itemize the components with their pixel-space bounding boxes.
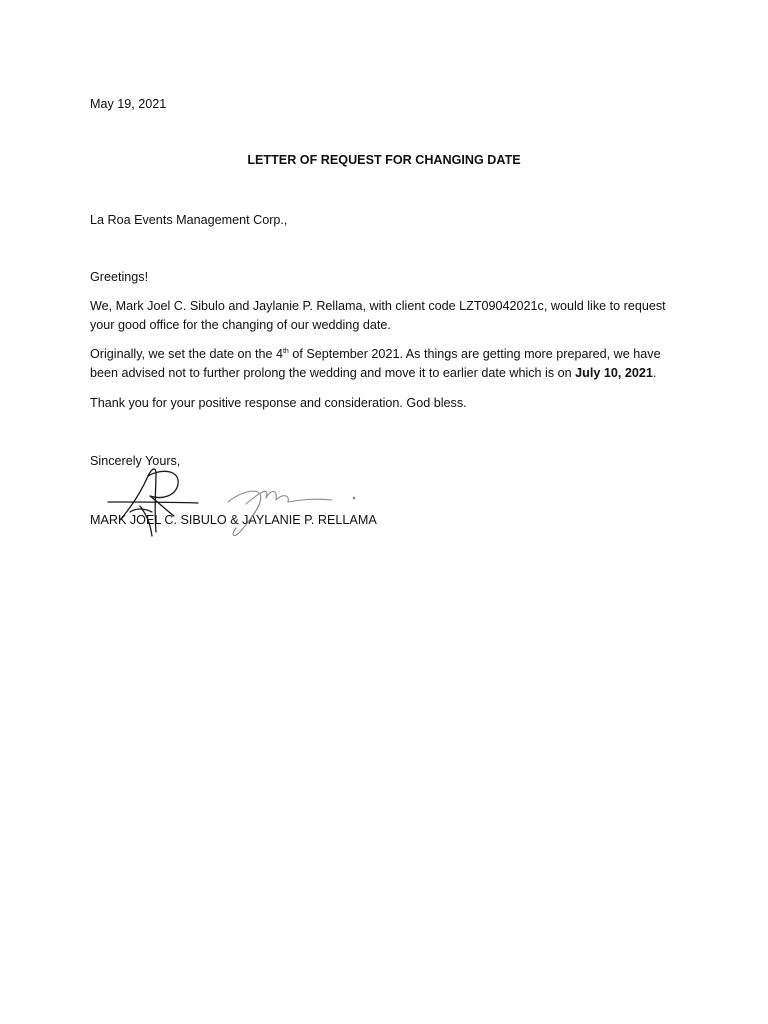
letter-date: May 19, 2021 — [90, 97, 167, 111]
closing-line: Sincerely Yours, — [90, 454, 181, 468]
paragraph-2-text-rest: of September 2021. As things are getting more prepared, we have — [288, 347, 661, 361]
paragraph-2-period: . — [652, 366, 657, 380]
paragraph-2-line-2 — [90, 364, 656, 382]
signatures-image — [100, 462, 370, 544]
paragraph-3: Thank you for your positive response and consideration. God bless. — [90, 396, 467, 410]
ordinal-suffix: th — [282, 347, 289, 355]
greeting-line: Greetings! — [90, 270, 149, 284]
paragraph-2-text-start: Originally, we set the date on the 4 — [90, 347, 283, 361]
paragraph-2-line-1 — [90, 345, 661, 363]
signatory-names: MARK JOEL C. SIBULO & JAYLANIE P. RELLAMA — [90, 513, 377, 527]
recipient-line: La Roa Events Management Corp., — [90, 213, 288, 227]
paragraph-1-line-1: We, Mark Joel C. Sibulo and Jaylanie P. Rellama, with client code LZT09042021c, would like to request — [90, 299, 666, 313]
new-wedding-date: July 10, 2021 — [575, 366, 653, 380]
letter-title: LETTER OF REQUEST FOR CHANGING DATE — [247, 153, 521, 167]
paragraph-2-line-2-text: been advised not to further prolong the wedding and move it to earlier date which is on — [90, 366, 576, 380]
paragraph-1-line-2: your good office for the changing of our wedding date. — [90, 318, 391, 332]
